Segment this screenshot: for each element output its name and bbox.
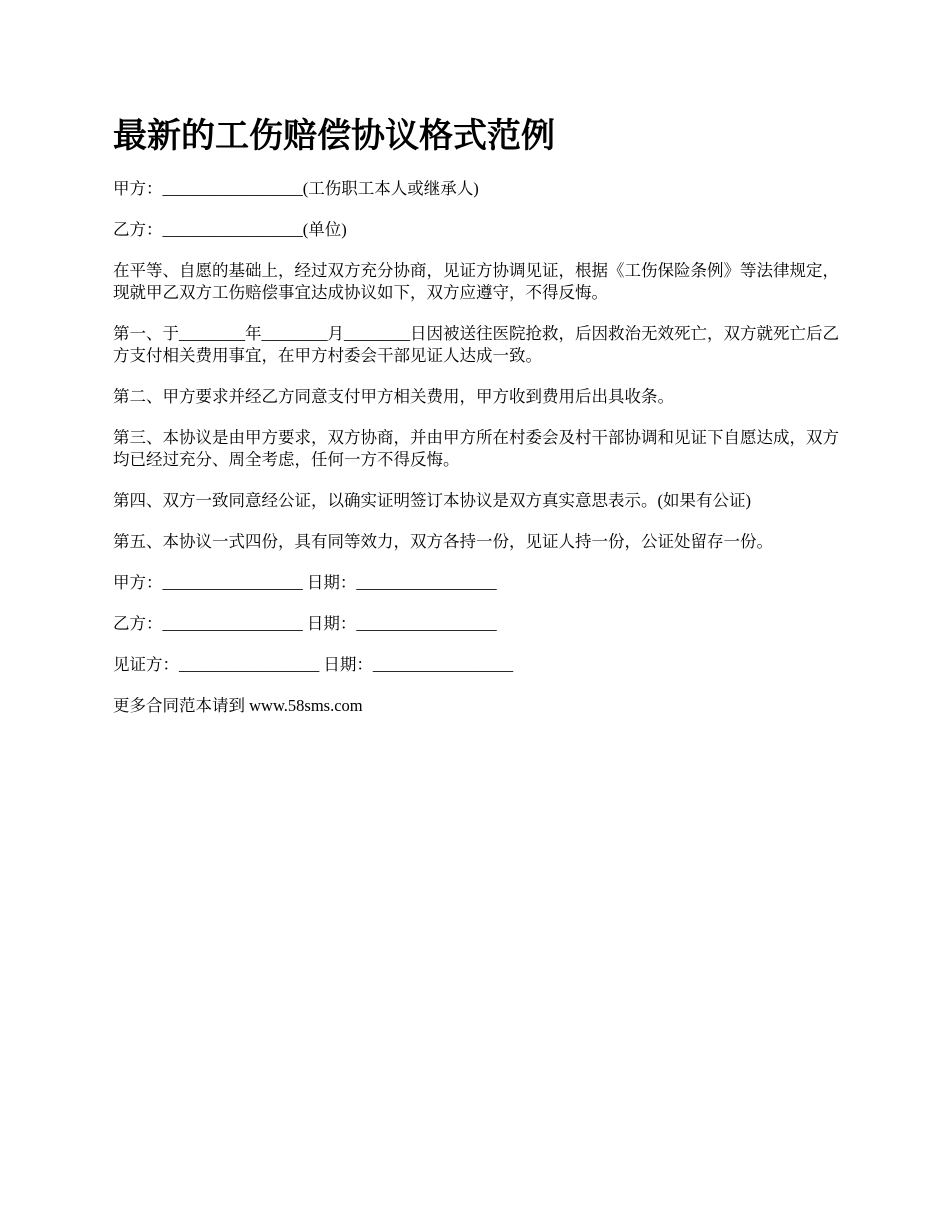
document-page bbox=[113, 112, 853, 736]
signature-party-b: 乙方：_________________ 日期：_________________ bbox=[113, 614, 497, 633]
clause-2: 第二、甲方要求并经乙方同意支付甲方相关费用，甲方收到费用后出具收条。 bbox=[113, 387, 674, 406]
party-b-line: 乙方：_________________(单位) bbox=[113, 220, 347, 239]
clause-5: 第五、本协议一式四份，具有同等效力，双方各持一份，见证人持一份，公证处留存一份。 bbox=[113, 532, 773, 551]
party-a-line: 甲方：_________________(工伤职工本人或继承人) bbox=[113, 179, 479, 198]
clause-4: 第四、双方一致同意经公证，以确实证明签订本协议是双方真实意思表示。(如果有公证) bbox=[113, 491, 751, 510]
signature-witness: 见证方：_________________ 日期：_________________ bbox=[113, 655, 514, 674]
clause-3: 第三、本协议是由甲方要求，双方协商，并由甲方所在村委会及村干部协调和见证下自愿达成，双方均已经过充分、周全考虑，任何一方不得反悔。 bbox=[113, 428, 839, 469]
signature-party-a: 甲方：_________________ 日期：_________________ bbox=[113, 573, 497, 592]
clause-1: 第一、于________年________月________日因被送往医院抢救，后因救治无效死亡，双方就死亡后乙方支付相关费用事宜，在甲方村委会干部见证人达成一致。 bbox=[113, 324, 839, 365]
footer-link-text: 更多合同范本请到 www.58sms.com bbox=[113, 696, 363, 715]
document-title: 最新的工伤赔偿协议格式范例 bbox=[113, 116, 555, 156]
preamble-paragraph: 在平等、自愿的基础上，经过双方充分协商，见证方协调见证，根据《工伤保险条例》等法律规定，现就甲乙双方工伤赔偿事宜达成协议如下，双方应遵守，不得反悔。 bbox=[113, 261, 839, 302]
